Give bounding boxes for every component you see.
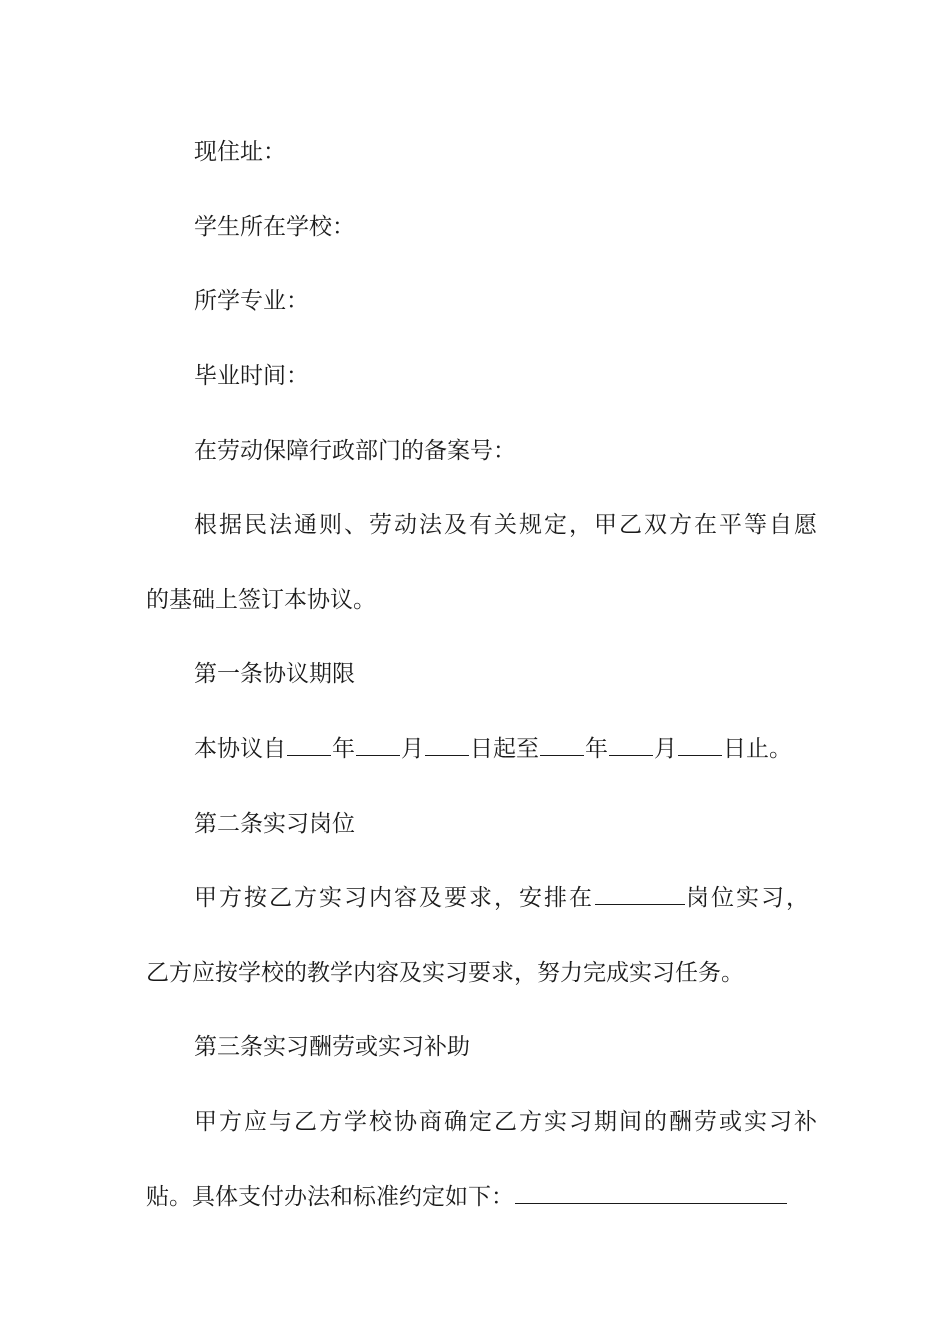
- text-segment: 贴。具体支付办法和标准约定如下：: [146, 1184, 514, 1210]
- article-2-body-1: [194, 883, 950, 913]
- preamble-line-1: 根据民法通则、劳动法及有关规定，甲乙双方在平等自愿: [194, 512, 819, 538]
- article-2-body-2: 乙方应按学校的教学内容及实习要求，努力完成实习任务。: [146, 960, 744, 986]
- text-segment: 本协议自: [194, 736, 286, 762]
- text-segment: 月: [401, 736, 424, 762]
- blank-line: [515, 1185, 787, 1204]
- text-segment: 甲方按乙方实习内容及要求，安排在: [194, 885, 594, 911]
- text-segment: 年: [585, 736, 608, 762]
- blank-line: [595, 886, 685, 905]
- major-line: 所学专业：: [194, 288, 309, 314]
- text-segment: 日止。: [723, 736, 792, 762]
- article-2-title: 第二条实习岗位: [194, 811, 355, 837]
- blank-line: [287, 737, 331, 756]
- address-line: 现住址：: [194, 139, 286, 165]
- blank-line: [425, 737, 469, 756]
- article-3-body-2: [146, 1182, 950, 1212]
- text-segment: 岗位实习，: [686, 885, 811, 911]
- text-segment: 日起至: [470, 736, 539, 762]
- graduation-time-line: 毕业时间：: [194, 363, 309, 389]
- article-3-body-1: 甲方应与乙方学校协商确定乙方实习期间的酬劳或实习补: [194, 1109, 819, 1135]
- text-segment: 月: [654, 736, 677, 762]
- article-1-body: [194, 734, 950, 764]
- school-line: 学生所在学校：: [194, 214, 355, 240]
- text-segment: 年: [332, 736, 355, 762]
- blank-line: [356, 737, 400, 756]
- blank-line: [609, 737, 653, 756]
- article-3-title: 第三条实习酬劳或实习补助: [194, 1034, 470, 1060]
- article-1-title: 第一条协议期限: [194, 661, 355, 687]
- record-number-line: 在劳动保障行政部门的备案号：: [194, 438, 516, 464]
- preamble-line-2: 的基础上签订本协议。: [146, 587, 376, 613]
- blank-line: [678, 737, 722, 756]
- blank-line: [540, 737, 584, 756]
